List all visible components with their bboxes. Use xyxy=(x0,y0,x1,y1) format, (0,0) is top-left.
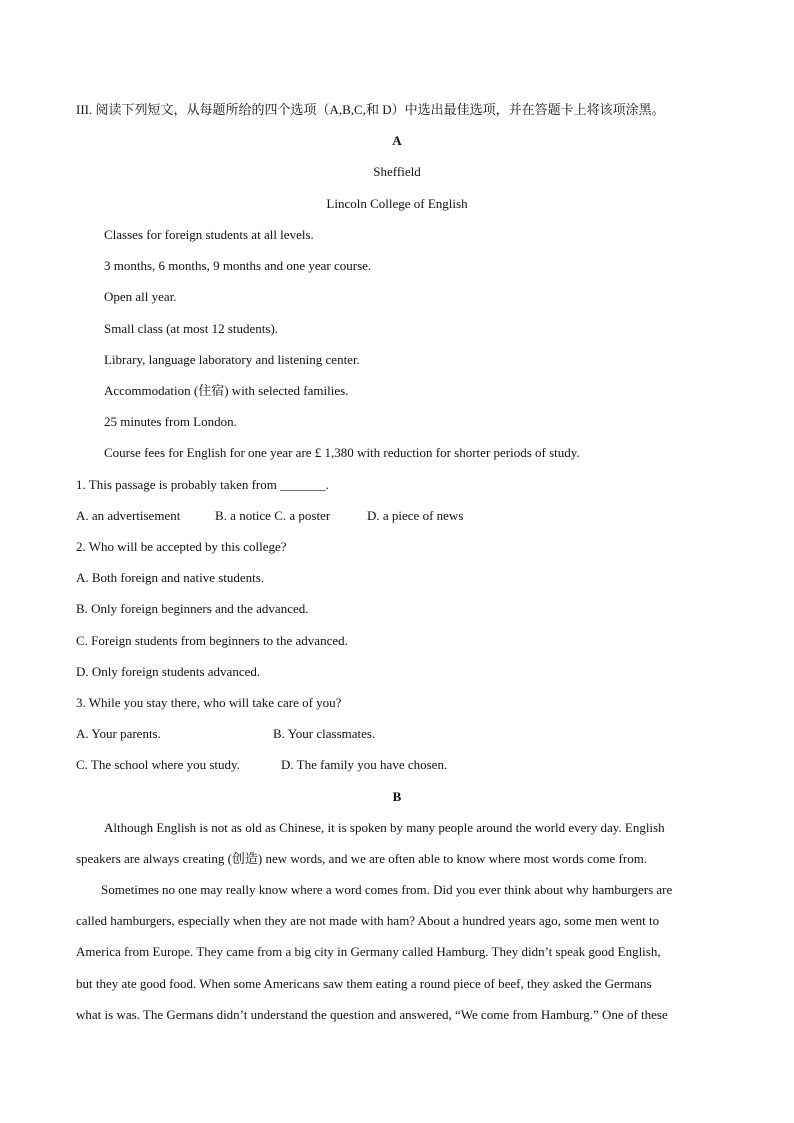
passage-b-line: but they ate good food. When some Americans saw them eating a round piece of beef, they asked the Germans xyxy=(76,976,652,991)
passage-b-label: B xyxy=(392,789,402,804)
question-1-option-a: A. an advertisement xyxy=(76,508,181,523)
passage-a-title: Sheffield xyxy=(373,164,421,179)
passage-a-line: Classes for foreign students at all levels. xyxy=(104,227,314,242)
question-3-option-d: D. The family you have chosen. xyxy=(281,757,448,772)
question-1-option-d: D. a piece of news xyxy=(367,508,464,523)
passage-b-line: America from Europe. They came from a big city in Germany called Hamburg. They didn’t speak good English, xyxy=(76,944,661,959)
passage-a-line: Accommodation (住宿) with selected families. xyxy=(104,383,349,398)
question-2-option-b: B. Only foreign beginners and the advanced. xyxy=(76,601,309,616)
passage-b-line: called hamburgers, especially when they are not made with ham? About a hundred years ago, some men went to xyxy=(76,913,660,928)
question-3-option-a: A. Your parents. xyxy=(76,726,161,741)
question-3-option-c: C. The school where you study. xyxy=(76,757,240,772)
question-3-option-b: B. Your classmates. xyxy=(273,726,376,741)
passage-a-line: 25 minutes from London. xyxy=(104,414,237,429)
question-2-stem: 2. Who will be accepted by this college? xyxy=(76,539,287,554)
question-2-option-d: D. Only foreign students advanced. xyxy=(76,664,261,679)
passage-b-line: what is was. The Germans didn’t understand the question and answered, “We come from Hamburg.” One of these xyxy=(76,1007,668,1022)
passage-a-line: Open all year. xyxy=(104,289,177,304)
passage-a-label: A xyxy=(392,133,402,148)
passage-a-line: Small class (at most 12 students). xyxy=(104,321,279,336)
section-header: III. 阅读下列短文，从每题所给的四个选项（A,B,C,和 D）中选出最佳选项，并在答题卡上将该项涂黑。 xyxy=(76,102,665,117)
question-3-stem: 3. While you stay there, who will take care of you? xyxy=(76,695,342,710)
question-2-option-a: A. Both foreign and native students. xyxy=(76,570,265,585)
passage-a-line: Course fees for English for one year are £ 1,380 with reduction for shorter periods of study. xyxy=(104,445,580,460)
passage-b-line: Although English is not as old as Chinese, it is spoken by many people around the world every day. English xyxy=(104,820,665,835)
passage-a-subtitle: Lincoln College of English xyxy=(326,196,468,211)
passage-b-line: speakers are always creating (创造) new words, and we are often able to know where most words come from. xyxy=(76,851,648,866)
question-1-option-b: B. a notice C. a poster xyxy=(215,508,331,523)
question-2-option-c: C. Foreign students from beginners to the advanced. xyxy=(76,633,348,648)
question-1-stem: 1. This passage is probably taken from _______. xyxy=(76,477,329,492)
passage-a-line: 3 months, 6 months, 9 months and one year course. xyxy=(104,258,372,273)
passage-b-line: Sometimes no one may really know where a word comes from. Did you ever think about why hamburgers are xyxy=(101,882,673,897)
passage-a-line: Library, language laboratory and listening center. xyxy=(104,352,360,367)
